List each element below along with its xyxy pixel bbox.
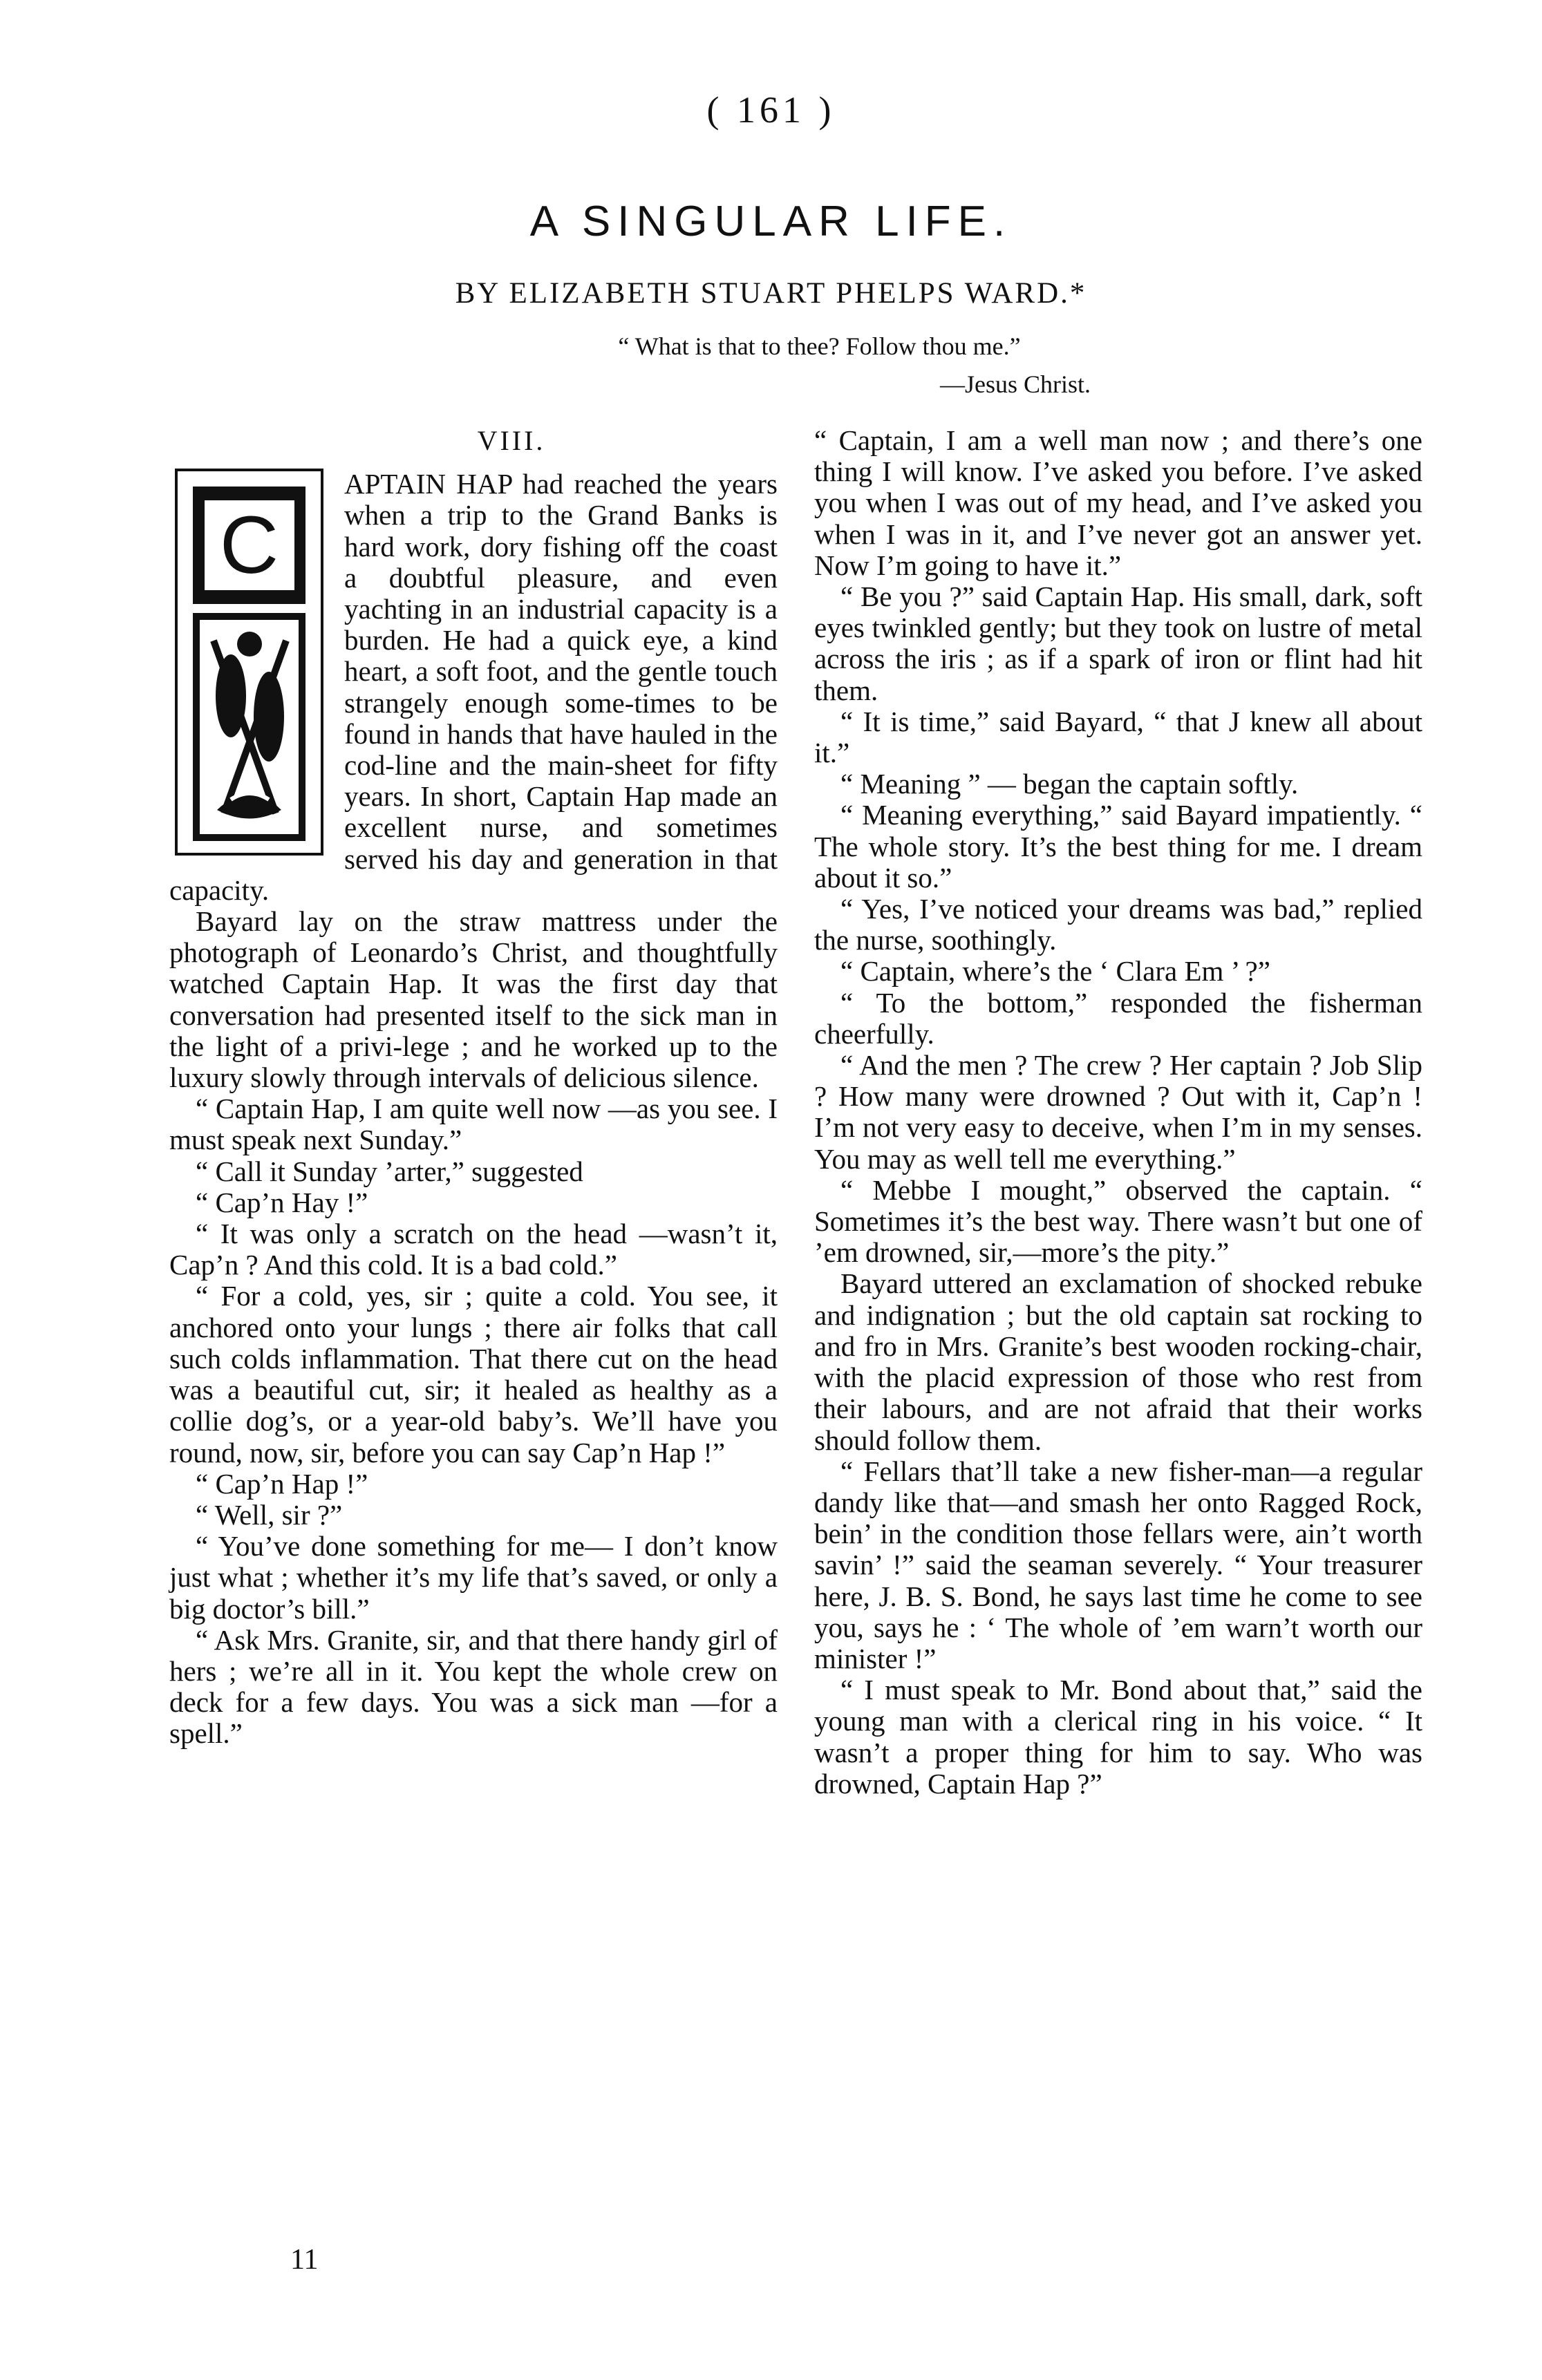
article-title: A SINGULAR LIFE. (529, 198, 1013, 245)
paragraph: “ Cap’n Hap !” (196, 1467, 368, 1500)
paragraph: “ Meaning ” — began the captain softly. (840, 768, 1299, 800)
paragraph: “ You’ve done something for me— I don’t know just what ; whether it’s my life that’s saved, or only a big doctor’s bill.” (169, 1530, 778, 1625)
paragraph: “ Well, sir ?” (196, 1498, 343, 1531)
paragraph: “ I must speak to Mr. Bond about that,” said the young man with a clerical ring in his voice. “ It wasn’t a proper thing for him to say. Who was drowned, Captain Hap ?” (814, 1674, 1422, 1800)
paragraph: “ For a cold, yes, sir ; quite a cold. You see, it anchored onto your lungs ; there air folks that call such colds inflammation. That there cut on the head was a beautiful cut, sir; it healed as healthy as a collie dog’s, or a year-old baby’s. We’ll have you round, now, sir, before you can say Cap’n Hap !” (169, 1280, 778, 1468)
drop-cap (175, 469, 323, 856)
paragraph: “ Fellars that’ll take a new fisher-man—a regular dandy like that—and smash her onto Ragged Rock, bein’ in the condition those fellars were, ain’t worth savin’ !” said the seaman severely. “ Your treasurer here, J. B. S. Bond, he says last time he come to see you, says he : ‘ The whole of ’em warn’t worth our minister !” (814, 1455, 1422, 1674)
chapter-heading: VIII. (477, 425, 546, 456)
paragraph: Bayard lay on the straw mattress under the photograph of Leonardo’s Christ, and thoughtfully watched Captain Hap. It was the first day that conversation had presented itself to the sick man in the light of a privi-lege ; and he worked up to the luxury slowly through intervals of delicious silence. (169, 905, 778, 1094)
paragraph: “ Ask Mrs. Granite, sir, and that there handy girl of hers ; we’re all in it. You kept the whole crew on deck for a few days. You was a sick man —for a spell.” (169, 1623, 778, 1750)
paragraph: “ Cap’n Hay !” (196, 1186, 368, 1218)
paragraph: APTAIN HAP had reached the years when a trip to the Grand Banks is hard work, dory fishing off the coast a doubtful pleasure, and even yachting in an industrial capacity is a burden. He had a quick eye, a kind heart, a soft foot, and the gentle touch strangely enough some-times to be found in hands that have hauled in the cod-line and the main-sheet for fifty years. In short, Captain Hap made an excellent nurse, and sometimes served his day and generation in that capacity. (169, 468, 778, 906)
paragraph: “ Mebbe I mought,” observed the captain. “ Sometimes it’s the best way. There wasn’t but one of ’em drowned, sir,—more’s the pity.” (814, 1173, 1422, 1269)
paragraph: “ Meaning everything,” said Bayard impatiently. “ The whole story. It’s the best thing for me. I dream about it so.” (814, 799, 1422, 894)
drop-cap-box (193, 487, 305, 604)
paragraph: “ Captain Hap, I am quite well now —as you see. I must speak next Sunday.” (169, 1093, 778, 1156)
paragraph: “ It is time,” said Bayard, “ that J knew all about it.” (814, 705, 1422, 769)
paragraph: “ And the men ? The crew ? Her captain ? Job Slip ? How many were drowned ? Out with it, Cap’n ! I’m not very easy to deceive, when I’m in my senses. You may as well tell me everything.” (814, 1049, 1422, 1175)
left-column (169, 425, 778, 1750)
paragraph: “ Yes, I’ve noticed your dreams was bad,” replied the nurse, soothingly. (814, 893, 1422, 956)
paragraph: “ Call it Sunday ’arter,” suggested (196, 1155, 583, 1187)
paragraph: “ Captain, where’s the ‘ Clara Em ’ ?” (840, 955, 1270, 988)
paragraph: Bayard uttered an exclamation of shocked rebuke and indignation ; but the old captain sat rocking to and fro in Mrs. Granite’s best wooden rocking-chair, with the placid expression of those who rest from their labours, and are not afraid that their works should follow them. (814, 1267, 1422, 1456)
page-number: ( 161 ) (706, 89, 836, 131)
right-column (814, 425, 1422, 1800)
paragraph: “ To the bottom,” responded the fisherman cheerfully. (814, 986, 1422, 1050)
paragraph: “ Be you ?” said Captain Hap. His small, dark, soft eyes twinkled gently; but they took on lustre of metal across the iris ; as if a spark of iron or flint had hit them. (814, 580, 1422, 706)
paragraph: “ Captain, I am a well man now ; and there’s one thing I will know. I’ve asked you before. I’ve asked you when I was out of my head, and I’ve asked you when I was in it, and I’ve never got an answer yet. Now I’m going to have it.” (814, 424, 1422, 581)
fish-and-anchor-ornament-icon (193, 613, 305, 841)
byline: BY ELIZABETH STUART PHELPS WARD.* (455, 277, 1087, 310)
signature-mark: 11 (290, 2244, 319, 2276)
epigraph-attribution: —Jesus Christ. (940, 370, 1091, 398)
paragraph: “ It was only a scratch on the head —wasn’t it, Cap’n ? And this cold. It is a bad cold.” (169, 1218, 778, 1281)
epigraph: “ What is that to thee? Follow thou me.” (618, 332, 1021, 360)
drop-cap-letter: C (205, 500, 294, 590)
